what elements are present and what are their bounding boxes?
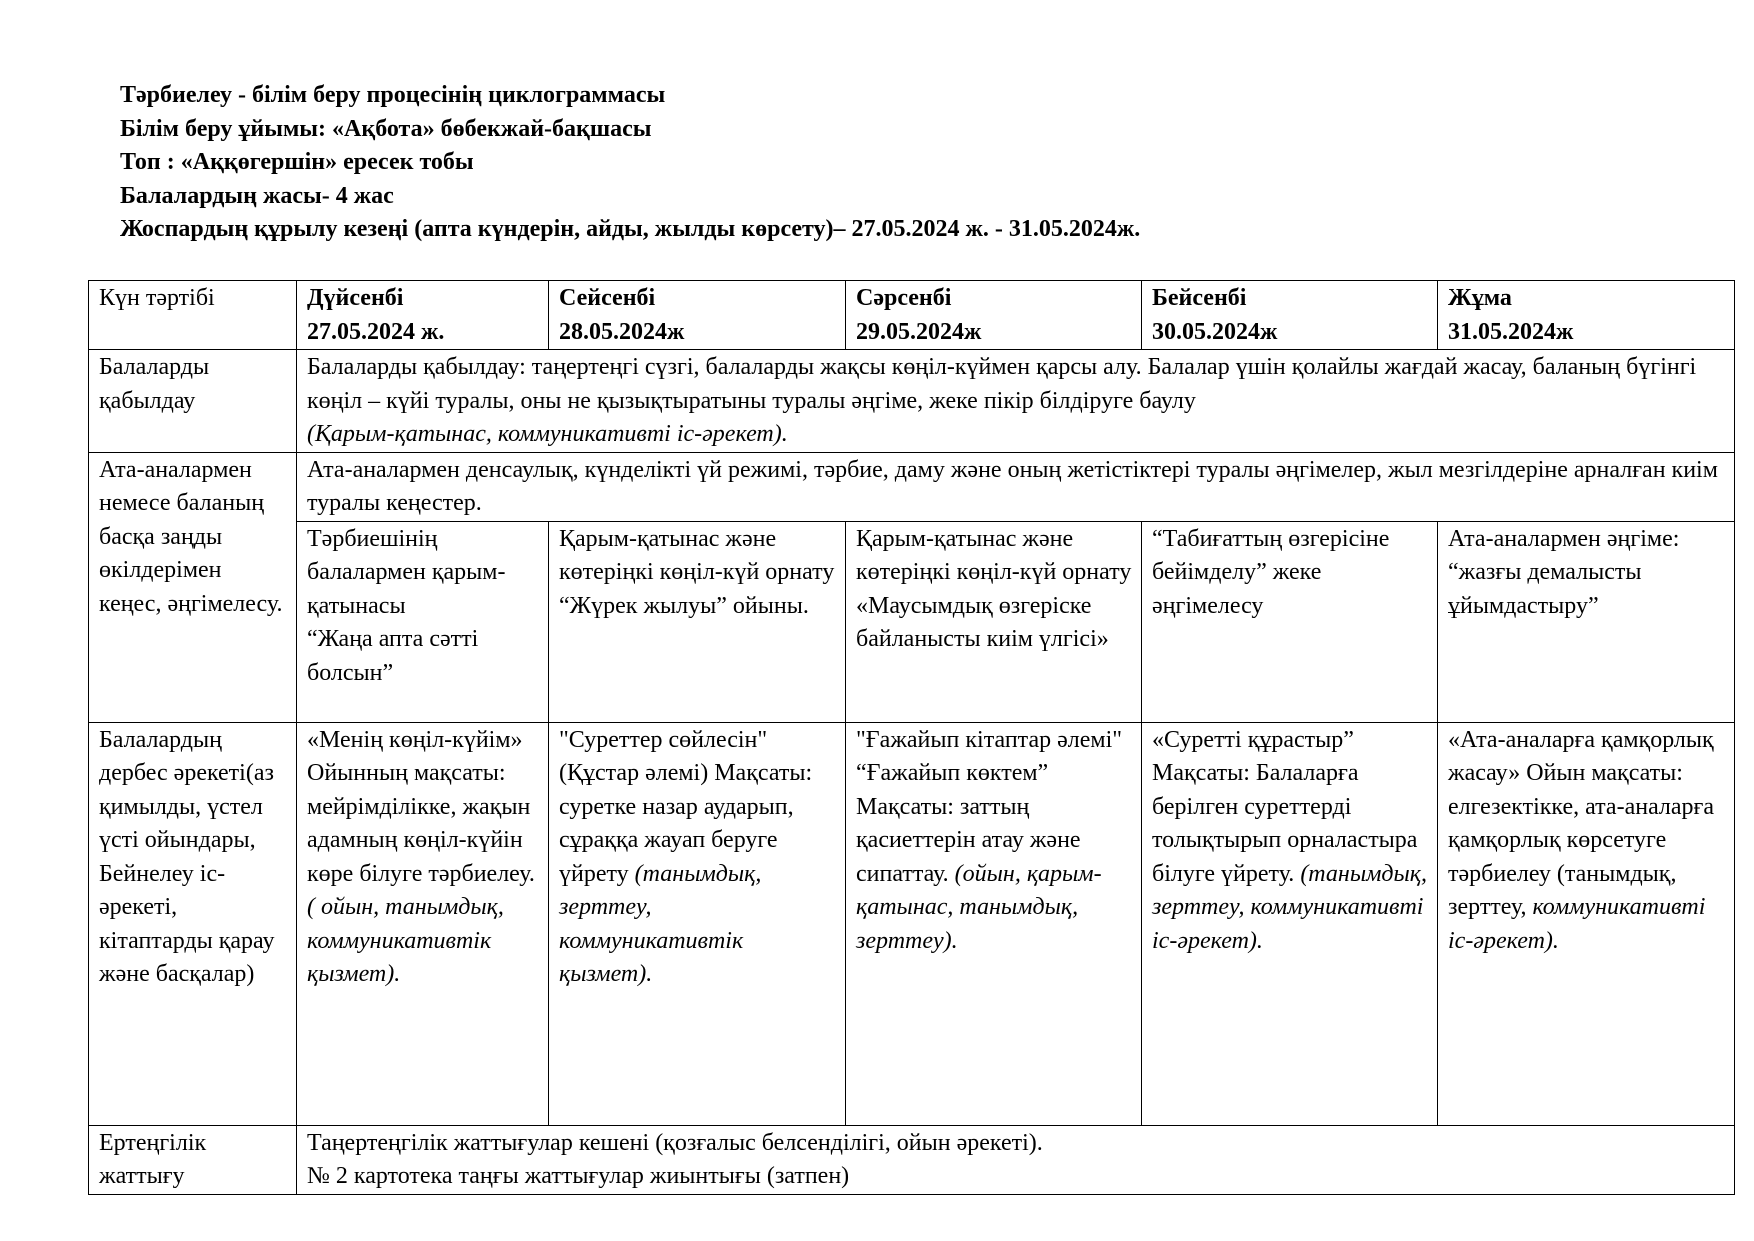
cell-text: “Табиғаттың өзгерісіне бейімделу” жеке әңгімелесу bbox=[1152, 525, 1390, 619]
period-line: Жоспардың құрылу кезеңі (апта күндерін, айды, жылды көрсету)– 27.05.2024 ж. - 31.05.2024ж. bbox=[120, 216, 1141, 242]
schedule-header-cell: Күн тәртібі bbox=[89, 281, 297, 350]
day-date: 30.05.2024ж bbox=[1152, 318, 1278, 345]
cell-text: "Ғажайып кітаптар әлемі" “Ғажайып көктем” Мақсаты: заттың қасиеттерін атау және сипаттау. bbox=[856, 726, 1123, 887]
exercise-line-1: Таңертеңгілік жаттығулар кешені (қозғалыс белсенділігі, ойын әрекеті). bbox=[307, 1129, 1043, 1156]
day-name: Жұма bbox=[1448, 285, 1512, 311]
cell-activity-type: коммуникативті іс-әрекет). bbox=[1448, 894, 1706, 954]
table-header-row bbox=[89, 281, 1735, 350]
day-header-friday bbox=[1438, 281, 1735, 350]
table-row-parents-days bbox=[89, 521, 1735, 722]
exercise-line-2: № 2 картотека таңғы жаттығулар жиынтығы (затпен) bbox=[307, 1163, 850, 1189]
independent-cell-monday bbox=[297, 722, 549, 1125]
day-name: Дүйсенбі bbox=[307, 285, 404, 311]
parents-common-text: Ата-аналармен денсаулық, күнделікті үй режимі, тәрбие, даму және оның жетістіктері туралы әңгімелер, жыл мезгілдеріне арналған киім туралы кеңестер. bbox=[297, 452, 1735, 521]
row-label-parents: Ата-аналармен немесе баланың басқа заңды өкілдерімен кеңес, әңгімелесу. bbox=[89, 452, 297, 722]
day-date: 29.05.2024ж bbox=[856, 318, 982, 345]
cell-text: «Ата-аналарға қамқорлық жасау» Ойын мақсаты: елгезектікке, ата-аналарға қамқорлық көрсетуге тәрбиелеу (танымдық, зерттеу, bbox=[1448, 726, 1715, 920]
day-name: Сейсенбі bbox=[559, 285, 656, 311]
cell-text: “жазғы демалысты ұйымдастыру” bbox=[1448, 559, 1642, 619]
reception-text-cell bbox=[297, 350, 1735, 453]
cell-activity-type: (танымдық, зерттеу, коммуникативті іс-әрекет). bbox=[1152, 860, 1428, 954]
day-header-monday bbox=[297, 281, 549, 350]
parents-cell-tuesday bbox=[549, 521, 846, 722]
cell-activity-type: ( ойын, танымдық, коммуникативтік қызмет). bbox=[307, 894, 504, 987]
table-row-reception bbox=[89, 350, 1735, 453]
day-date: 28.05.2024ж bbox=[559, 318, 685, 345]
independent-cell-wednesday bbox=[846, 722, 1142, 1125]
table-row-parents-common bbox=[89, 452, 1735, 521]
day-date: 27.05.2024 ж. bbox=[307, 318, 445, 345]
cell-text: Қарым-қатынас және көтеріңкі көңіл-күй орнату bbox=[856, 525, 1132, 585]
document-header bbox=[120, 79, 1140, 247]
cell-text: Ата-аналармен әңгіме: bbox=[1448, 525, 1680, 552]
table-row-independent bbox=[89, 722, 1735, 1125]
cell-activity-type: (ойын, қарым-қатынас, танымдық, зерттеу). bbox=[856, 860, 1102, 954]
independent-cell-friday bbox=[1438, 722, 1735, 1125]
cell-text: «Маусымдық өзгеріске байланысты киім үлгісі» bbox=[856, 592, 1109, 652]
cell-text: “Жаңа апта сәтті болсын” bbox=[307, 626, 479, 686]
cell-text: «Менің көңіл-күйім» Ойынның мақсаты: мейрімділікке, жақын адамның көңіл-күйін көре білуге тәрбиелеу. bbox=[307, 726, 535, 887]
day-header-thursday bbox=[1142, 281, 1438, 350]
day-date: 31.05.2024ж bbox=[1448, 318, 1574, 345]
row-label-exercise: Ертеңгілік жаттығу bbox=[89, 1125, 297, 1194]
day-name: Бейсенбі bbox=[1152, 285, 1247, 311]
reception-activity-type: (Қарым-қатынас, коммуникативті іс-әрекет). bbox=[307, 421, 788, 447]
age-line: Балалардың жасы- 4 жас bbox=[120, 182, 394, 209]
independent-cell-thursday bbox=[1142, 722, 1438, 1125]
document-title: Тәрбиелеу - білім беру процесінің циклограммасы bbox=[120, 82, 666, 108]
cell-text: “Жүрек жылуы” ойыны. bbox=[559, 592, 809, 619]
cell-activity-type: (танымдық, зерттеу, коммуникативтік қызмет). bbox=[559, 860, 762, 987]
reception-text: Балаларды қабылдау: таңертеңгі сүзгі, балаларды жақсы көңіл-күймен қарсы алу. Балалар үшін қолайлы жағдай жасау, баланың бүгінгі көңіл – күйі туралы, оны не қызықтыратыны туралы әңгіме, жеке пікір білдіруге баулу bbox=[307, 354, 1697, 414]
independent-cell-tuesday bbox=[549, 722, 846, 1125]
day-header-wednesday bbox=[846, 281, 1142, 350]
cell-text: "Суреттер сөйлесін" (Құстар әлемі) Мақсаты: суретке назар аударып, сұраққа жауап беруге үйрету bbox=[559, 726, 813, 887]
day-name: Сәрсенбі bbox=[856, 285, 952, 311]
row-label-independent: Балалардың дербес әрекеті(аз қимылды, үстел үсті ойындары, Бейнелеу іс-әрекеті, кітаптарды қарау және басқалар) bbox=[89, 722, 297, 1125]
group-line: Топ : «Аққөгершін» ересек тобы bbox=[120, 149, 474, 175]
parents-cell-wednesday bbox=[846, 521, 1142, 722]
parents-cell-friday bbox=[1438, 521, 1735, 722]
exercise-text-cell bbox=[297, 1125, 1735, 1194]
parents-cell-monday bbox=[297, 521, 549, 722]
table-row-exercise bbox=[89, 1125, 1735, 1194]
row-label-reception: Балаларды қабылдау bbox=[89, 350, 297, 453]
parents-cell-thursday bbox=[1142, 521, 1438, 722]
cell-text: Қарым-қатынас және көтеріңкі көңіл-күй орнату bbox=[559, 525, 835, 585]
cyclogram-table bbox=[88, 280, 1735, 1195]
organization-line: Білім беру ұйымы: «Ақбота» бөбекжай-бақшасы bbox=[120, 115, 652, 142]
day-header-tuesday bbox=[549, 281, 846, 350]
cell-text: Тәрбиешінің балалармен қарым-қатынасы bbox=[307, 525, 506, 619]
cell-text: «Суретті құрастыр” Мақсаты: Балаларға берілген суреттерді толықтырып орналастыра білуге үйрету. bbox=[1152, 726, 1418, 887]
